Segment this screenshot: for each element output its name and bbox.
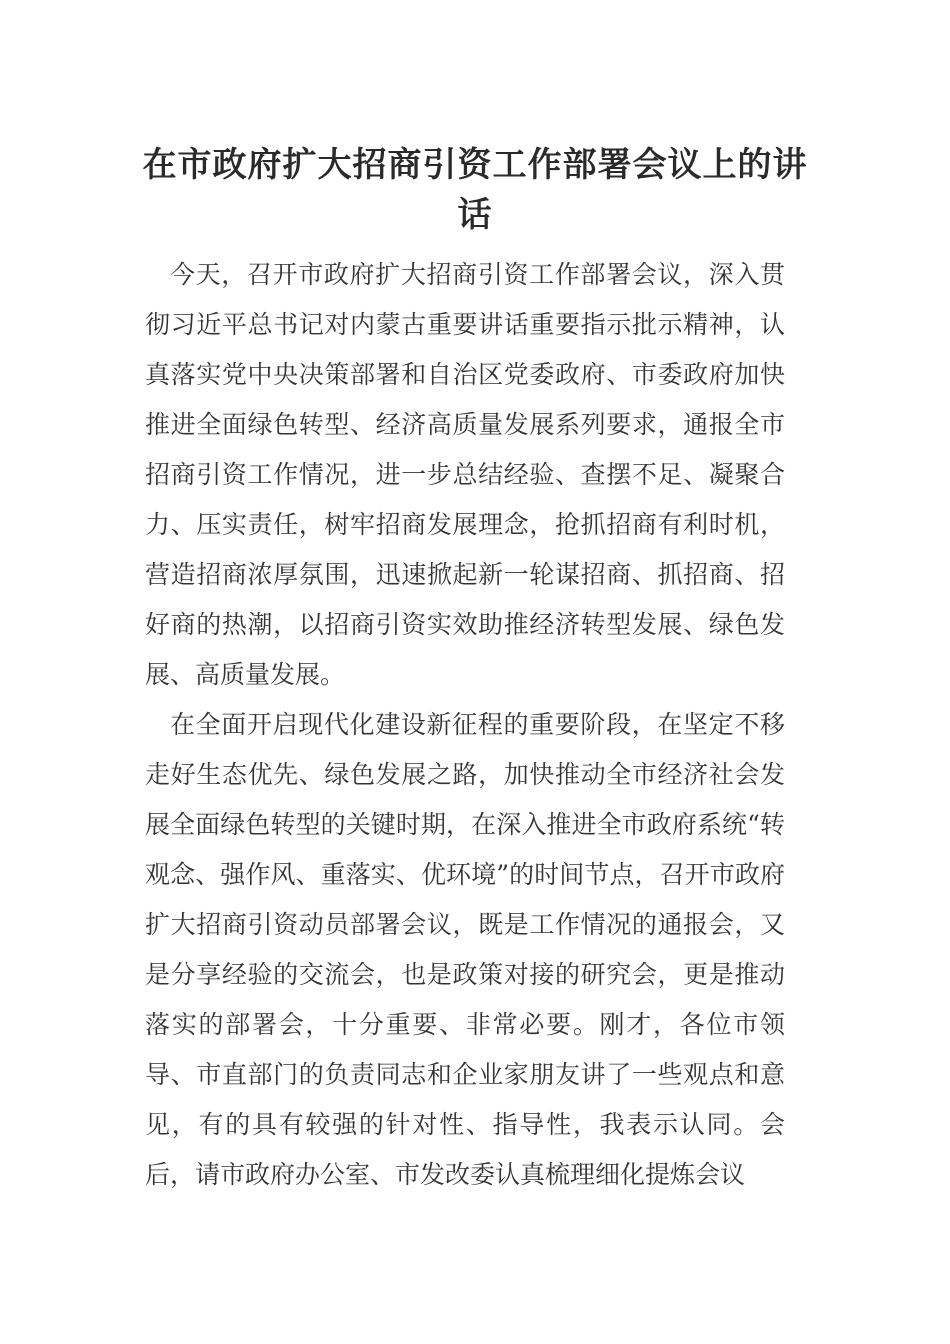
paragraph-2: 在全面开启现代化建设新征程的重要阶段，在坚定不移走好生态优先、绿色发展之路，加快推动全市经济社会发展全面绿色转型的关键时期，在深入推进全市政府系统“转观念、强作风、重落实、优环境”的时间节点，召开市政府扩大招商引资动员部署会议，既是工作情况的通报会，又是分享经验的交流会，也是政策对接的研究会，更是推动落实的部署会，十分重要、非常必要。刚才，各位市领导、市直部门的负责同志和企业家朋友讲了一些观点和意见，有的具有较强的针对性、指导性，我表示认同。会后，请市政府办公室、市发改委认真梳理细化提炼会议 [145,710,785,1189]
document-title: 在市政府扩大招商引资工作部署会议上的讲话 [142,145,808,235]
paragraph-1: 今天，召开市政府扩大招商引资工作部署会议，深入贯彻习近平总书记对内蒙古重要讲话重要指示批示精神，认真落实党中央决策部署和自治区党委政府、市委政府加快推进全面绿色转型、经济高质量发展系列要求，通报全市招商引资工作情况，进一步总结经验、查摆不足、凝聚合力、压实责任，树牢招商发展理念，抢抓招商有利时机，营造招商浓厚氛围，迅速掀起新一轮谋招商、抓招商、招好商的热潮，以招商引资实效助推经济转型发展、绿色发展、高质量发展。 [145,260,785,689]
document-body [145,250,785,1200]
